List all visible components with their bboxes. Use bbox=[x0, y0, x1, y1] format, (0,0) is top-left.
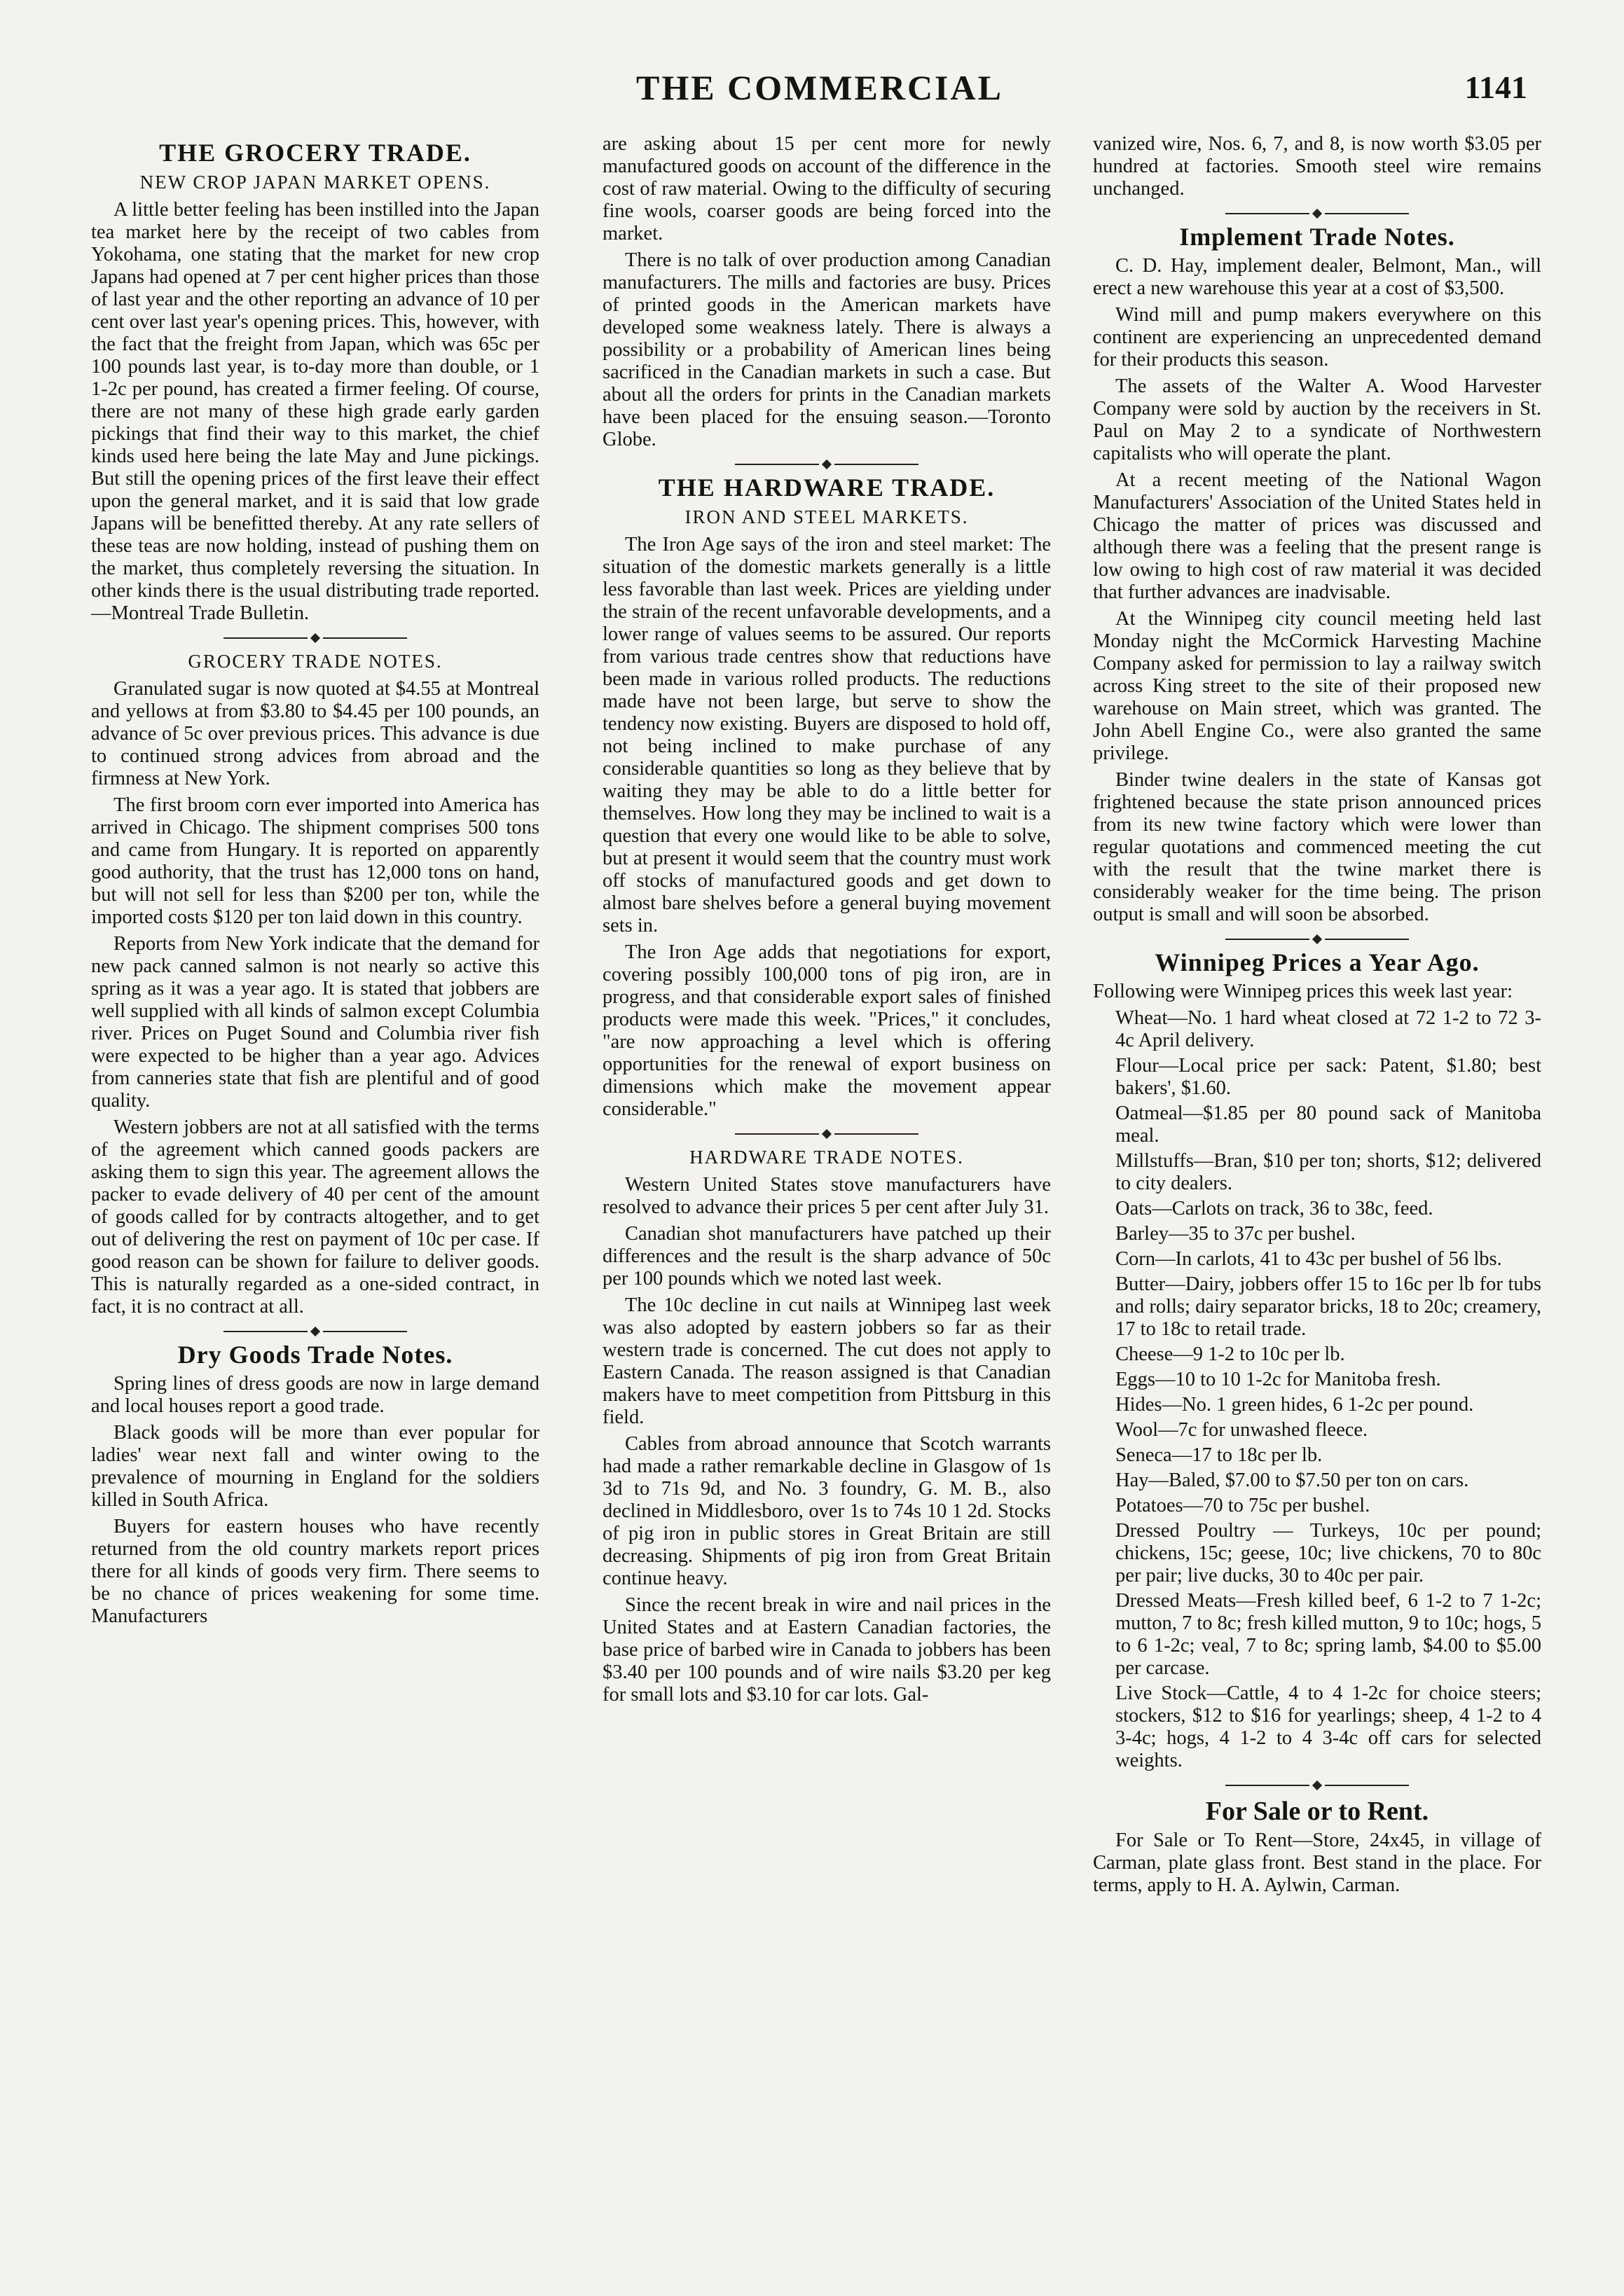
hardware-note-3: The 10c decline in cut nails at Winnipeg last week was also adopted by eastern jobbers so far as their western trade is concerned. The cut does not apply to Eastern Canada. The reason assigned is that Canadian makers have to meet competition from Pittsburg in this field. bbox=[603, 1294, 1051, 1428]
section-divider bbox=[603, 1130, 1051, 1137]
for-sale-heading: For Sale or to Rent. bbox=[1205, 1797, 1429, 1826]
grocery-note-broom-corn: The first broom corn ever imported into America has arrived in Chicago. The shipment comprises 500 tons and came from Hungary. It is reported on apparently good authority, that the trust has 12,000 tons on hand, but will not sell for less than $200 per ton, while the imported costs $120 per ton laid down in this country. bbox=[91, 794, 539, 928]
implement-note-4: At a recent meeting of the National Wagon Manufacturers' Association of the United States held in Chicago the matter of prices was discussed and although there was a feeling that the present range is low owing to high cost of raw material it was decided that further advances are inadvisable. bbox=[1093, 469, 1541, 603]
dry-goods-note-2: Black goods will be more than ever popular for ladies' wear next fall and winter owing to the prevalence of mourning in England for the soldiers killed in South Africa. bbox=[91, 1422, 539, 1511]
price-item: Oats—Carlots on track, 36 to 38c, feed. bbox=[1115, 1198, 1433, 1219]
grocery-note-jobbers: Western jobbers are not at all satisfied with the terms of the agreement which canned goods packers are asking them to sign this year. The agreement allows the packer to evade delivery of 40 per cent of the amount of goods called for by contracts altogether, and to get out of delivering the rest on payment of 10c per case. If good reason can be shown for failure to deliver goods. This is naturally regarded as a one-sided contract, in fact, it is no contract at all. bbox=[91, 1116, 539, 1318]
grocery-note-salmon: Reports from New York indicate that the demand for new pack canned salmon is not nearly so active this spring as it was a year ago. It is stated that jobbers are well supplied with all kinds of salmon except Columbia river. Prices on Puget Sound and Columbia river fish were expected to be higher than a year ago. Advices from canneries state that fish are plentiful and of good quality. bbox=[91, 933, 539, 1112]
hardware-continued: vanized wire, Nos. 6, 7, and 8, is now worth $3.05 per hundred at factories. Smooth steel wire remains unchanged. bbox=[1093, 133, 1541, 200]
section-divider bbox=[603, 461, 1051, 468]
for-sale-advert: For Sale or To Rent—Store, 24x45, in village of Carman, plate glass front. Best stand in the place. For terms, apply to H. A. Aylwin, Carman. bbox=[1093, 1830, 1541, 1896]
price-item: Corn—In carlots, 41 to 43c per bushel of 56 lbs. bbox=[1115, 1248, 1502, 1270]
price-item: Millstuffs—Bran, $10 per ton; shorts, $12; delivered to city dealers. bbox=[1115, 1150, 1541, 1194]
column-3 bbox=[1093, 133, 1541, 1901]
winnipeg-prices-heading: Winnipeg Prices a Year Ago. bbox=[1155, 948, 1480, 976]
hardware-note-1: Western United States stove manufacturers have resolved to advance their prices 5 per cent after July 31. bbox=[603, 1174, 1051, 1218]
section-divider bbox=[1093, 936, 1541, 943]
dry-goods-note-4: There is no talk of over production among Canadian manufacturers. The mills and factories are busy. Prices of printed goods in the American markets have developed some weakness lately. There is always a possibility or a probability of American lines being sacrificed in the Canadian markets in such a case. But about all the orders for prints in the Canadian markets have been placed for the ensuing season.—Toronto Globe. bbox=[603, 249, 1051, 450]
hardware-note-4: Cables from abroad announce that Scotch warrants had made a rather remarkable decline in Glasgow of 1s 3d to 71s 9d, and No. 3 foundry, G. M. B., also declined in Middlesboro, over 1s to 74s 10 1 2d. Stocks of pig iron in public stores in Great Britain are still decreasing. Shipments of pig iron from Great Britain continue heavy. bbox=[603, 1433, 1051, 1589]
column-1 bbox=[91, 133, 539, 1632]
dry-goods-note-3: Buyers for eastern houses who have recently returned from the old country markets report prices there for all kinds of goods very firm. There seems to be no chance of prices weakening for some time. Manufacturers bbox=[91, 1516, 539, 1627]
price-item: Hides—No. 1 green hides, 6 1-2c per pound. bbox=[1115, 1394, 1474, 1416]
price-item: Wheat—No. 1 hard wheat closed at 72 1-2 to 72 3-4c April delivery. bbox=[1115, 1007, 1541, 1051]
hardware-note-2: Canadian shot manufacturers have patched up their differences and the result is the sharp advance of 50c per 100 pounds which we noted last week. bbox=[603, 1223, 1051, 1289]
hardware-notes-subheading: HARDWARE TRADE NOTES. bbox=[689, 1147, 964, 1168]
grocery-trade-heading: THE GROCERY TRADE. bbox=[159, 139, 472, 167]
price-item: Seneca—17 to 18c per lb. bbox=[1115, 1444, 1323, 1466]
dry-goods-heading: Dry Goods Trade Notes. bbox=[177, 1341, 453, 1369]
column-2 bbox=[603, 133, 1051, 1710]
implement-note-6: Binder twine dealers in the state of Kansas got frightened because the state prison announced prices from its new twine factory which were lower than regular quotations and commenced meeting the cut with the result that the twine market there is considerably weaker for the time being. The prison output is small and will soon be absorbed. bbox=[1093, 769, 1541, 925]
winnipeg-price-list bbox=[1093, 1007, 1541, 1772]
iron-steel-subheading: IRON AND STEEL MARKETS. bbox=[684, 506, 969, 527]
price-item: Dressed Meats—Fresh killed beef, 6 1-2 to 7 1-2c; mutton, 7 to 8c; fresh killed mutton, 9 to 10c; hogs, 5 to 6 1-2c; veal, 7 to 8c; spring lamb, $4.00 to $5.00 per carcase. bbox=[1115, 1590, 1541, 1679]
dry-goods-continued: are asking about 15 per cent more for newly manufactured goods on account of the difference in the cost of raw material. Owing to the difficulty of securing fine wools, coarser goods are being forced into the market. bbox=[603, 133, 1051, 244]
price-item: Live Stock—Cattle, 4 to 4 1-2c for choice steers; stockers, $12 to $16 for yearlings; sheep, 4 1-2 to 4 3-4c; hogs, 4 1-2 to 4 3-4c off cars for selected weights. bbox=[1115, 1682, 1541, 1771]
price-item: Cheese—9 1-2 to 10c per lb. bbox=[1115, 1343, 1345, 1365]
implement-note-2: Wind mill and pump makers everywhere on this continent are experiencing an unprecedented demand for their products this season. bbox=[1093, 304, 1541, 371]
price-item: Oatmeal—$1.85 per 80 pound sack of Manitoba meal. bbox=[1115, 1102, 1541, 1147]
hardware-trade-heading: THE HARDWARE TRADE. bbox=[658, 473, 996, 502]
section-divider bbox=[1093, 1782, 1541, 1789]
price-item: Barley—35 to 37c per bushel. bbox=[1115, 1223, 1356, 1245]
hardware-note-5: Since the recent break in wire and nail prices in the United States and at Eastern Canadian factories, the base price of barbed wire in Canada to jobbers has been $3.40 per 100 pounds and of wire nails $3.20 per keg for small lots and $3.10 for car lots. Gal- bbox=[603, 1594, 1051, 1706]
price-item: Potatoes—70 to 75c per bushel. bbox=[1115, 1495, 1370, 1516]
dry-goods-note-1: Spring lines of dress goods are now in large demand and local houses report a good trade. bbox=[91, 1373, 539, 1417]
price-item: Eggs—10 to 10 1-2c for Manitoba fresh. bbox=[1115, 1369, 1441, 1390]
price-item: Wool—7c for unwashed fleece. bbox=[1115, 1419, 1368, 1441]
grocery-notes-subheading: GROCERY TRADE NOTES. bbox=[188, 651, 443, 672]
publication-title: THE COMMERCIAL bbox=[636, 68, 1003, 107]
page-number: 1141 bbox=[1464, 69, 1527, 105]
section-divider bbox=[91, 1328, 539, 1335]
section-divider bbox=[1093, 210, 1541, 217]
price-item: Butter—Dairy, jobbers offer 15 to 16c per lb for tubs and rolls; dairy separator bricks, 18 to 20c; creamery, 17 to 18c to retail trade. bbox=[1115, 1273, 1541, 1340]
grocery-note-sugar: Granulated sugar is now quoted at $4.55 at Montreal and yellows at from $3.80 to $4.45 per 100 pounds, an advance of 5c over previous prices. This advance is due to continued strong advices from abroad and the firmness at New York. bbox=[91, 678, 539, 789]
iron-market-article-1: The Iron Age says of the iron and steel market: The situation of the domestic markets generally is a little less favorable than last week. Prices are yielding under the strain of the recent unfavorable developments, and a lower range of values seems to be assured. Our reports from various trade centres show that reductions have been made in various rolled products. The reductions made have not been large, but serve to show the tendency now existing. Buyers are disposed to hold off, not being inclined to make purchase of any considerable quantities so long as they believe that by waiting they may be able to do a little better for themselves. How long they may be inclined to wait is a question that every one would like to be able to solve, but at present it would seem that the country must work off stocks of manufactured goods and get down to almost bare shelves before a general buying movement sets in. bbox=[603, 534, 1051, 936]
iron-market-article-2: The Iron Age adds that negotiations for export, covering possibly 100,000 tons of pig iron, are in progress, and that considerable export sales of finished products were made this week. "Prices," it concludes, "are now approaching a level which is offering opportunities for the renewal of export business on dimensions which make the movement appear considerable." bbox=[603, 941, 1051, 1120]
section-divider bbox=[91, 635, 539, 642]
masthead bbox=[91, 67, 1548, 116]
winnipeg-prices-intro: Following were Winnipeg prices this week last year: bbox=[1093, 981, 1513, 1002]
price-item: Flour—Local price per sack: Patent, $1.80; best bakers', $1.60. bbox=[1115, 1055, 1541, 1099]
implement-note-5: At the Winnipeg city council meeting held last Monday night the McCormick Harvesting Machine Company asked for permission to lay a railway switch across King street to the site of their proposed new warehouse on Main street, which was granted. The John Abell Engine Co., were also granted the same privilege. bbox=[1093, 608, 1541, 764]
price-item: Dressed Poultry — Turkeys, 10c per pound; chickens, 15c; geese, 10c; live chickens, 70 to 80c per pair; live ducks, 30 to 40c per pair. bbox=[1115, 1520, 1541, 1586]
japan-market-article: A little better feeling has been instilled into the Japan tea market here by the receipt of two cables from Yokohama, one stating that the market for new crop Japans had opened at 7 per cent higher prices than those of last year and the other reporting an advance of 10 per cent over last year's opening prices. This, however, with the fact that the freight from Japan, which was 65c per 100 pounds last year, is to-day more than double, or 1 1-2c per pound, has created a firmer feeling. Of course, there are not many of these high grade early garden pickings that find their way to this market, the chief kinds used here being the late May and June pickings. But still the opening prices of the first leave their effect upon the general market, and it is said that low grade Japans will be benefitted thereby. At any rate sellers of these teas are now holding, instead of pushing them on the market, thus completely reversing the situation. In other kinds there is the usual distributing trade reported.—Montreal Trade Bulletin. bbox=[91, 199, 539, 624]
implement-note-1: C. D. Hay, implement dealer, Belmont, Man., will erect a new warehouse this year at a cost of $3,500. bbox=[1093, 255, 1541, 299]
japan-market-subheading: NEW CROP JAPAN MARKET OPENS. bbox=[139, 172, 491, 193]
implement-trade-heading: Implement Trade Notes. bbox=[1179, 223, 1455, 251]
price-item: Hay—Baled, $7.00 to $7.50 per ton on cars. bbox=[1115, 1469, 1469, 1491]
implement-note-3: The assets of the Walter A. Wood Harvester Company were sold by auction by the receivers in St. Paul on May 2 to a syndicate of Northwestern capitalists who will operate the plant. bbox=[1093, 375, 1541, 464]
